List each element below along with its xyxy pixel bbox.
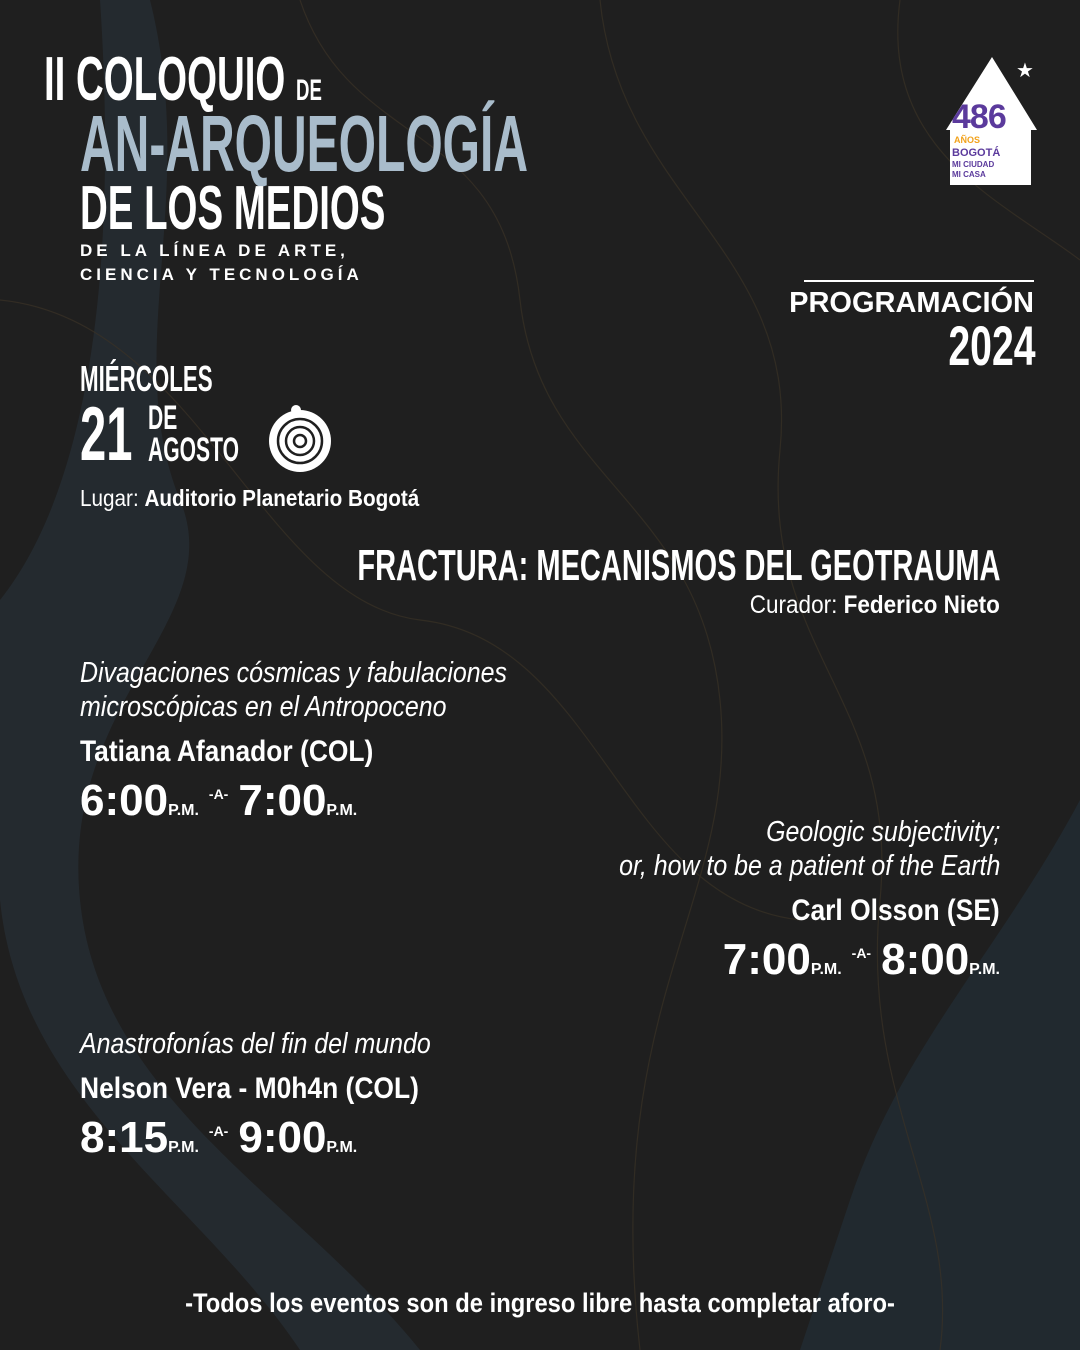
- talk-1-time: 6:00P.M.$^{-A-}$ 7:00P.M.: [80, 776, 358, 825]
- programacion-label: PROGRAMACIÓN: [789, 287, 1034, 319]
- title-line1: II COLOQUIO DE: [44, 45, 322, 114]
- venue: Lugar: Auditorio Planetario Bogotá: [80, 485, 420, 511]
- footer-note: -Todos los eventos son de ingreso libre hasta completar aforo-: [185, 1288, 895, 1318]
- bogota-486-logo: ★ 486 AÑOS BOGOTÁ MI CIUDAD MI CASA: [944, 55, 1039, 185]
- programacion-year: 2024: [948, 314, 1036, 377]
- session-title: FRACTURA: MECANISMOS DEL GEOTRAUMA: [356, 541, 1000, 590]
- talk-2-speaker: Carl Olsson (SE): [791, 894, 1000, 927]
- spiral-serpent-icon: [268, 405, 332, 473]
- talk-3-speaker: Nelson Vera - M0h4n (COL): [80, 1072, 419, 1105]
- title-line3: DE LOS MEDIOS: [80, 174, 386, 243]
- divider: [804, 280, 1034, 282]
- month: DE AGOSTO: [148, 399, 239, 469]
- talk-2-title: Geologic subjectivity; or, how to be a patient of the Earth: [618, 816, 1000, 882]
- subtitle-line2: CIENCIA Y TECNOLOGÍA: [80, 265, 363, 284]
- talk-2-time: 7:00P.M.$^{-A-}$ 8:00P.M.: [722, 935, 1000, 984]
- curator: Curador: Federico Nieto: [749, 591, 1000, 619]
- talk-1-speaker: Tatiana Afanador (COL): [80, 735, 374, 768]
- talk-1-title: Divagaciones cósmicas y fabulaciones microscópicas en el Antropoceno: [80, 657, 507, 723]
- talk-3-time: 8:15P.M.$^{-A-}$ 9:00P.M.: [80, 1113, 358, 1162]
- title-line2: AN-ARQUEOLOGÍA: [80, 99, 528, 188]
- subtitle-line1: DE LA LÍNEA DE ARTE,: [80, 241, 349, 260]
- day: 21: [80, 392, 133, 477]
- weekday: MIÉRCOLES: [80, 358, 213, 399]
- svg-text:★: ★: [1016, 60, 1034, 82]
- talk-3-title: Anastrofonías del fin del mundo: [80, 1028, 431, 1060]
